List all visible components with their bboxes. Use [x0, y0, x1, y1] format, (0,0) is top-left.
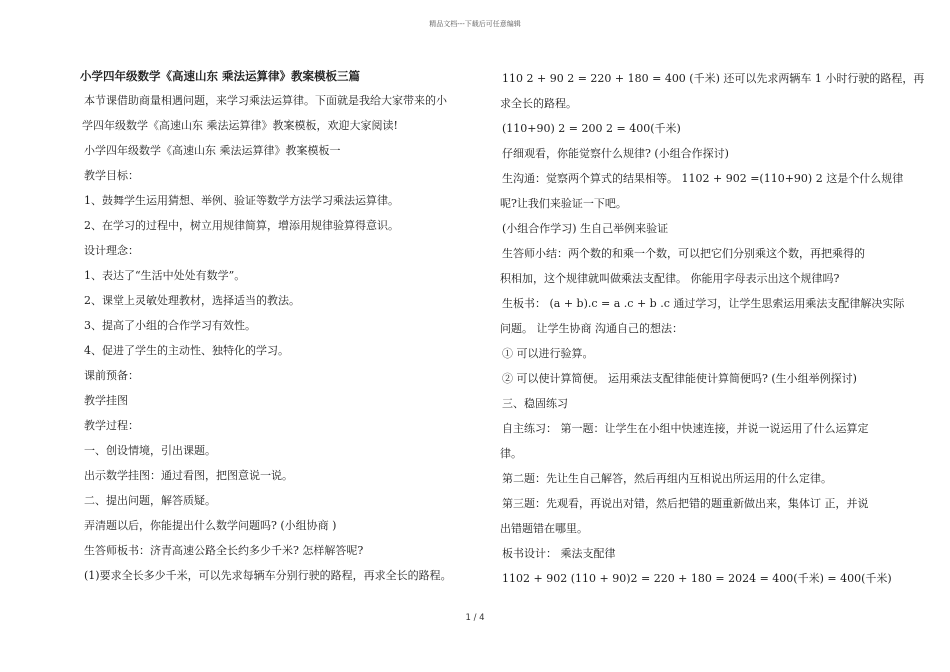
paragraph: 110 2 + 90 2 = 220 + 180 = 400 (千米) 还可以先求两辆车 1 小时行驶的路程，再: [502, 72, 925, 85]
page-header: 精品文档---下载后可任意编辑: [429, 20, 521, 28]
paragraph: 生板书： (a + b).c = a .c + b .c 通过学习，让学生思索运用乘法支配律解决实际: [502, 297, 905, 310]
paragraph: 出错题错在哪里。: [500, 522, 588, 535]
paragraph: 教学挂图: [84, 394, 128, 407]
paragraph: 弄清题以后，你能提出什么数学问题吗? (小组协商 ): [84, 519, 337, 532]
paragraph: 仔细观看，你能觉察什么规律? (小组合作探讨): [502, 147, 729, 160]
paragraph: 教学过程：: [84, 419, 139, 432]
paragraph: 课前预备：: [84, 369, 139, 382]
paragraph: 2、在学习的过程中，树立用规律简算，增添用规律验算得意识。: [84, 219, 399, 232]
right-column: [498, 72, 925, 597]
page-number: 1 / 4: [465, 613, 485, 623]
paragraph: 律。: [500, 447, 522, 460]
paragraph: (1)要求全长多少千米，可以先求每辆车分别行驶的路程，再求全长的路程。: [84, 569, 452, 582]
paragraph: 3、提高了小组的合作学习有效性。: [84, 319, 256, 332]
paragraph: 1102 + 902 (110 + 90)2 = 220 + 180 = 2024 = 400(千米) = 400(千米): [502, 572, 892, 585]
paragraph: 自主练习： 第一题：让学生在小组中快速连接，并说一说运用了什么运算定: [502, 422, 869, 435]
paragraph: 1、鼓舞学生运用猜想、举例、验证等数学方法学习乘法运算律。: [84, 194, 399, 207]
paragraph: 设计理念：: [84, 244, 139, 257]
paragraph: 生答师板书：济青高速公路全长约多少千米? 怎样解答呢?: [84, 544, 364, 557]
paragraph: 一、创设情境，引出课题。: [84, 444, 216, 457]
paragraph: (小组合作学习) 生自己举例来验证: [502, 222, 669, 235]
paragraph: 本节课借助商量相遇问题，来学习乘法运算律。下面就是我给大家带来的小: [84, 94, 447, 107]
paragraph: 问题。 让学生协商 沟通自己的想法：: [500, 322, 683, 335]
paragraph: 第三题：先观看，再说出对错，然后把错的题重新做出来，集体订 正，并说: [502, 497, 869, 510]
paragraph: 第二题：先让生自己解答，然后再组内互相说出所运用的什么定律。: [502, 472, 832, 485]
paragraph: ② 可以使计算简便。 运用乘法支配律能使计算简便吗? (生小组举例探讨): [502, 372, 857, 385]
paragraph: 呢?让我们来验证一下吧。: [500, 197, 627, 210]
paragraph: ① 可以进行验算。: [502, 347, 594, 360]
paragraph: 板书设计： 乘法支配律: [502, 547, 616, 560]
paragraph: 生答师小结：两个数的和乘一个数，可以把它们分别乘这个数，再把乘得的: [502, 247, 865, 260]
paragraph: 生沟通：觉察两个算式的结果相等。 1102 + 902 =(110+90) 2 这是个什么规律: [502, 172, 904, 185]
paragraph: 三、稳固练习: [502, 397, 568, 410]
paragraph: 4、促进了学生的主动性、独特化的学习。: [84, 344, 289, 357]
paragraph: 学四年级数学《高速山东 乘法运算律》教案模板，欢迎大家阅读!: [82, 119, 398, 132]
document-title: 小学四年级数学《高速山东 乘法运算律》教案模板三篇: [80, 69, 361, 83]
paragraph: 出示数学挂图：通过看图，把图意说一说。: [84, 469, 293, 482]
paragraph: 教学目标：: [84, 169, 139, 182]
paragraph: 积相加，这个规律就叫做乘法支配律。 你能用字母表示出这个规律吗?: [500, 272, 840, 285]
paragraph: 2、课堂上灵敏处理教材，选择适当的教法。: [84, 294, 300, 307]
left-column: [80, 70, 452, 594]
paragraph: (110+90) 2 = 200 2 = 400(千米): [502, 122, 681, 135]
paragraph: 求全长的路程。: [500, 97, 577, 110]
paragraph: 二、提出问题，解答质疑。: [84, 494, 216, 507]
paragraph: 1、表达了“生活中处处有数学”。: [84, 269, 246, 282]
paragraph: 小学四年级数学《高速山东 乘法运算律》教案模板一: [84, 144, 341, 157]
